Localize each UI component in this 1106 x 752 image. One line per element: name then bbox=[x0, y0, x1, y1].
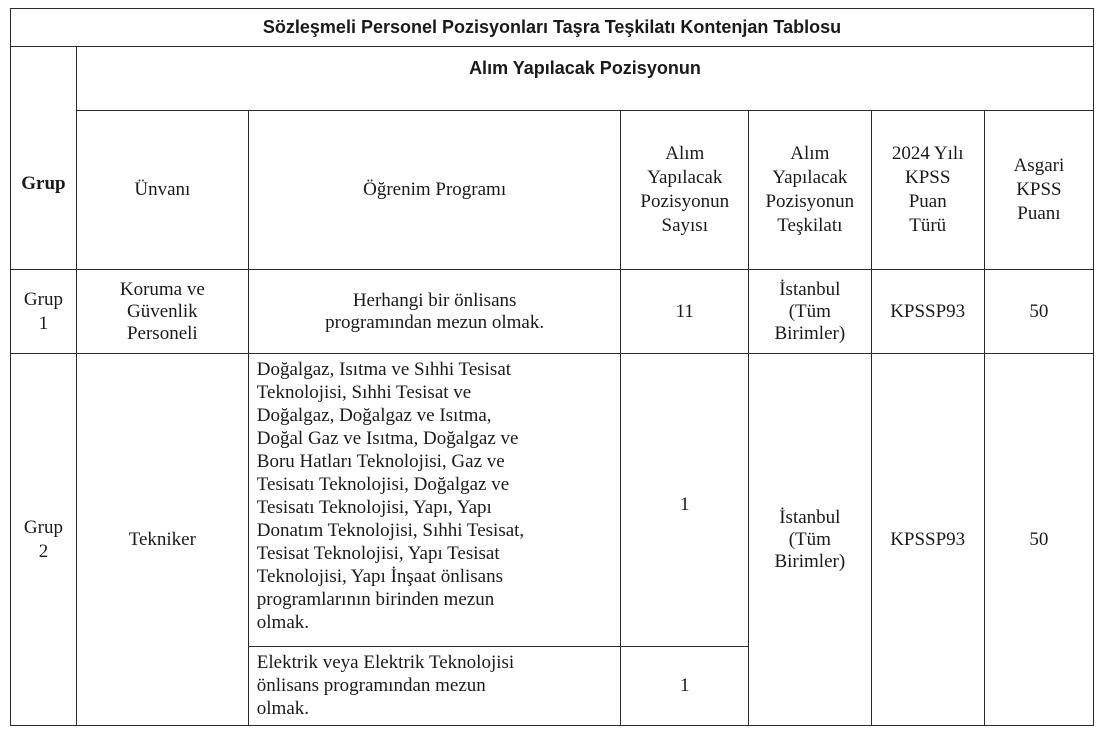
row2-sub-ogrenim: Elektrik veya Elektrik Teknolojisi önlisans programından mezun olmak. bbox=[248, 647, 621, 726]
header-unvan: Ünvanı bbox=[76, 111, 248, 270]
row1-unvan: Koruma ve Güvenlik Personeli bbox=[76, 270, 248, 354]
grup-header-cell bbox=[11, 47, 77, 270]
document-page bbox=[10, 8, 1094, 726]
row2-sub-sayi: 1 bbox=[621, 647, 749, 726]
header-puan-turu: 2024 Yılı KPSS Puan Türü bbox=[871, 111, 984, 270]
row1-teskilat: İstanbul (Tüm Birimler) bbox=[749, 270, 872, 354]
quota-table bbox=[10, 8, 1094, 726]
header-grup: Grup bbox=[21, 173, 66, 194]
row2-sayi: 1 bbox=[621, 354, 749, 647]
row1-asgari: 50 bbox=[984, 270, 1093, 354]
column-header-row bbox=[11, 111, 1094, 270]
header-ogrenim: Öğrenim Programı bbox=[248, 111, 621, 270]
header-sayi: Alım Yapılacak Pozisyonun Sayısı bbox=[621, 111, 749, 270]
table-row bbox=[11, 270, 1094, 354]
row2-teskilat: İstanbul (Tüm Birimler) bbox=[749, 354, 872, 726]
row2-puan-turu: KPSSP93 bbox=[871, 354, 984, 726]
row1-puan-turu: KPSSP93 bbox=[871, 270, 984, 354]
row1-ogrenim: Herhangi bir önlisans programından mezun olmak. bbox=[248, 270, 621, 354]
row2-asgari: 50 bbox=[984, 354, 1093, 726]
subtitle-row bbox=[11, 47, 1094, 111]
row2-unvan: Tekniker bbox=[76, 354, 248, 726]
row1-sayi: 11 bbox=[621, 270, 749, 354]
header-asgari: Asgari KPSS Puanı bbox=[984, 111, 1093, 270]
row1-grup: Grup 1 bbox=[11, 270, 77, 354]
header-teskilat: Alım Yapılacak Pozisyonun Teşkilatı bbox=[749, 111, 872, 270]
table-subtitle: Alım Yapılacak Pozisyonun bbox=[76, 47, 1093, 111]
row2-ogrenim: Doğalgaz, Isıtma ve Sıhhi Tesisat Teknolojisi, Sıhhi Tesisat ve Doğalgaz, Doğalgaz ve Isıtma, Doğal Gaz ve Isıtma, Doğalgaz ve Boru Hatları Teknolojisi, Gaz ve Tesisatı Teknolojisi, Doğalgaz ve Tesisatı Teknolojisi, Yapı, Yapı Donatım Teknolojisi, Sıhhi Tesisat, Tesisat Teknolojisi, Yapı Tesisat Teknolojisi, Yapı İnşaat önlisans programlarının birinden mezun olmak. bbox=[248, 354, 621, 647]
table-title: Sözleşmeli Personel Pozisyonları Taşra Teşkilatı Kontenjan Tablosu bbox=[11, 9, 1094, 47]
table-row bbox=[11, 354, 1094, 647]
row2-grup: Grup 2 bbox=[11, 354, 77, 726]
title-row bbox=[11, 9, 1094, 47]
